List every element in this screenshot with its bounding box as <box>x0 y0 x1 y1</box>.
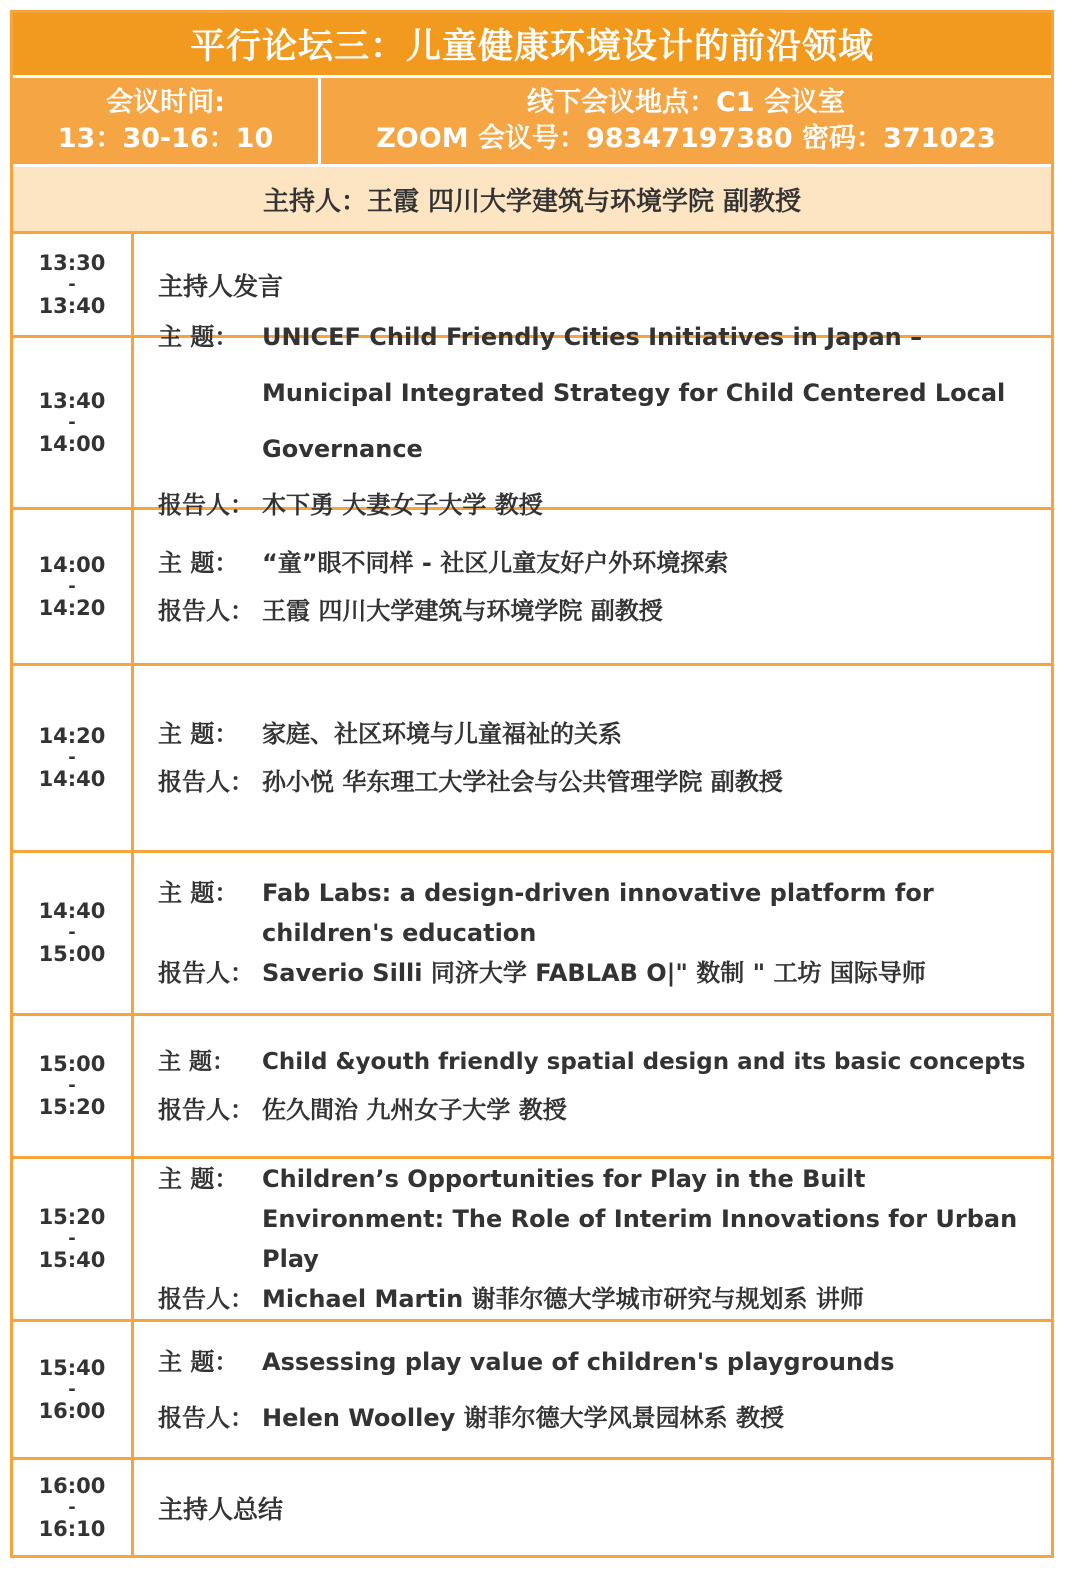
session-time <box>13 1016 134 1156</box>
session-end-time: 14:20 <box>38 595 106 620</box>
session-speaker: 佐久間治 九州女子大学 教授 <box>262 1096 567 1124</box>
time-separator: - <box>68 1497 76 1518</box>
session-row <box>13 853 1051 1016</box>
speaker-line <box>158 1390 1041 1446</box>
host-info: 主持人：王霞 四川大学建筑与环境学院 副教授 <box>13 164 1051 234</box>
meeting-time-cell <box>13 78 321 164</box>
session-content <box>134 1159 1051 1319</box>
session-row <box>13 1016 1051 1159</box>
session-time <box>13 510 134 663</box>
session-row <box>13 322 1051 519</box>
time-separator: - <box>68 411 76 433</box>
session-end-time: 16:10 <box>38 1517 106 1541</box>
session-content <box>134 1322 1051 1457</box>
session-start-time: 14:40 <box>38 899 106 923</box>
session-time <box>13 1322 134 1457</box>
session-time <box>13 338 134 507</box>
session-start-time: 13:40 <box>38 388 106 413</box>
session-time <box>13 666 134 850</box>
time-separator: - <box>68 1075 76 1096</box>
session-time <box>13 1460 134 1556</box>
topic-line <box>158 1159 1041 1279</box>
speaker-label: 报告人： <box>158 1285 254 1313</box>
session-topic: Child &youth friendly spatial design and its basic concepts <box>262 1049 1026 1075</box>
topic-label: 主 题： <box>158 879 239 907</box>
topic-line <box>158 873 1041 953</box>
session-topic: Children’s Opportunities for Play in the Built Environment: The Role of Interim Innovations for Urban Play <box>262 1165 1018 1273</box>
meeting-location: 线下会议地点：C1 会议室 <box>526 87 845 118</box>
session-start-time: 14:00 <box>38 552 106 577</box>
topic-line <box>158 1334 1041 1390</box>
session-time <box>13 234 134 335</box>
session-topic: UNICEF Child Friendly Cities Initiatives in Japan –Municipal Integrated Strategy for Child Centered Local Governance <box>262 322 1006 463</box>
time-separator: - <box>68 1378 76 1400</box>
session-start-time: 15:40 <box>38 1355 106 1380</box>
session-time <box>13 1159 134 1319</box>
topic-line <box>158 309 1041 477</box>
zoom-info: ZOOM 会议号：98347197380 密码：371023 <box>376 123 996 154</box>
session-row <box>13 510 1051 666</box>
session-content <box>134 853 1051 1013</box>
session-topic: Assessing play value of children's playgrounds <box>262 1347 895 1376</box>
session-end-time: 14:00 <box>38 431 106 456</box>
speaker-line <box>158 587 1041 635</box>
session-end-time: 13:40 <box>38 293 106 318</box>
session-start-time: 13:30 <box>38 250 106 275</box>
forum-title: 平行论坛三：儿童健康环境设计的前沿领域 <box>13 13 1051 78</box>
speaker-label: 报告人： <box>158 1403 254 1432</box>
topic-label: 主 题： <box>158 1347 239 1376</box>
session-content <box>134 510 1051 663</box>
topic-label: 主 题： <box>158 548 239 577</box>
speaker-label: 报告人： <box>158 490 254 519</box>
session-start-time: 15:20 <box>38 1205 106 1229</box>
topic-label: 主 题： <box>158 720 239 748</box>
session-text: 主持人发言 <box>158 271 284 301</box>
topic-line <box>158 539 1041 587</box>
speaker-label: 报告人： <box>158 1096 254 1124</box>
session-content <box>134 666 1051 850</box>
speaker-label: 报告人： <box>158 596 254 625</box>
session-row <box>13 1460 1051 1556</box>
session-speaker: Helen Woolley 谢菲尔德大学风景园林系 教授 <box>262 1403 784 1432</box>
session-row <box>13 1159 1051 1322</box>
topic-label: 主 题： <box>158 1165 239 1193</box>
session-speaker: 王霞 四川大学建筑与环境学院 副教授 <box>262 596 663 625</box>
time-separator: - <box>68 575 76 597</box>
session-end-time: 15:20 <box>38 1095 106 1119</box>
session-topic: Fab Labs: a design-driven innovative platform for children's education <box>262 879 934 947</box>
meeting-time-value: 13：30-16：10 <box>57 123 274 154</box>
session-end-time: 15:40 <box>38 1248 106 1272</box>
topic-line <box>158 710 1041 758</box>
meeting-time-label: 会议时间: <box>106 87 225 118</box>
speaker-line <box>158 1279 1041 1319</box>
session-speaker: Saverio Silli 同济大学 FABLAB O|" 数制 " 工坊 国际导师 <box>262 959 926 987</box>
session-content <box>134 1460 1051 1556</box>
speaker-label: 报告人： <box>158 768 254 796</box>
session-start-time: 16:00 <box>38 1474 106 1498</box>
speaker-label: 报告人： <box>158 959 254 987</box>
time-separator: - <box>68 747 76 768</box>
meeting-info <box>13 78 1051 164</box>
session-end-time: 16:00 <box>38 1398 106 1423</box>
meeting-location-cell <box>321 78 1051 164</box>
session-topic: 家庭、社区环境与儿童福祉的关系 <box>262 720 622 748</box>
session-speaker: 木下勇 大妻女子大学 教授 <box>262 490 543 519</box>
session-start-time: 14:20 <box>38 724 106 748</box>
agenda-sheet <box>10 10 1054 1558</box>
session-topic: “童”眼不同样 - 社区儿童友好户外环境探索 <box>262 548 729 577</box>
session-speaker: Michael Martin 谢菲尔德大学城市研究与规划系 讲师 <box>262 1285 864 1313</box>
time-separator: - <box>68 1228 76 1249</box>
session-row <box>13 1322 1051 1460</box>
session-row <box>13 666 1051 853</box>
topic-line <box>158 1038 1041 1086</box>
session-content <box>134 1016 1051 1156</box>
session-time <box>13 853 134 1013</box>
session-content <box>134 322 1051 519</box>
topic-label: 主 题： <box>158 322 239 351</box>
speaker-line <box>158 953 1041 993</box>
session-end-time: 14:40 <box>38 767 106 791</box>
session-start-time: 15:00 <box>38 1052 106 1076</box>
speaker-line <box>158 1086 1041 1134</box>
time-separator: - <box>68 273 76 295</box>
time-separator: - <box>68 922 76 943</box>
session-list <box>13 234 1051 1556</box>
topic-label: 主 题： <box>158 1049 236 1075</box>
session-text: 主持人总结 <box>158 1495 284 1524</box>
session-speaker: 孙小悦 华东理工大学社会与公共管理学院 副教授 <box>262 768 783 796</box>
speaker-line <box>158 758 1041 806</box>
session-end-time: 15:00 <box>38 942 106 966</box>
